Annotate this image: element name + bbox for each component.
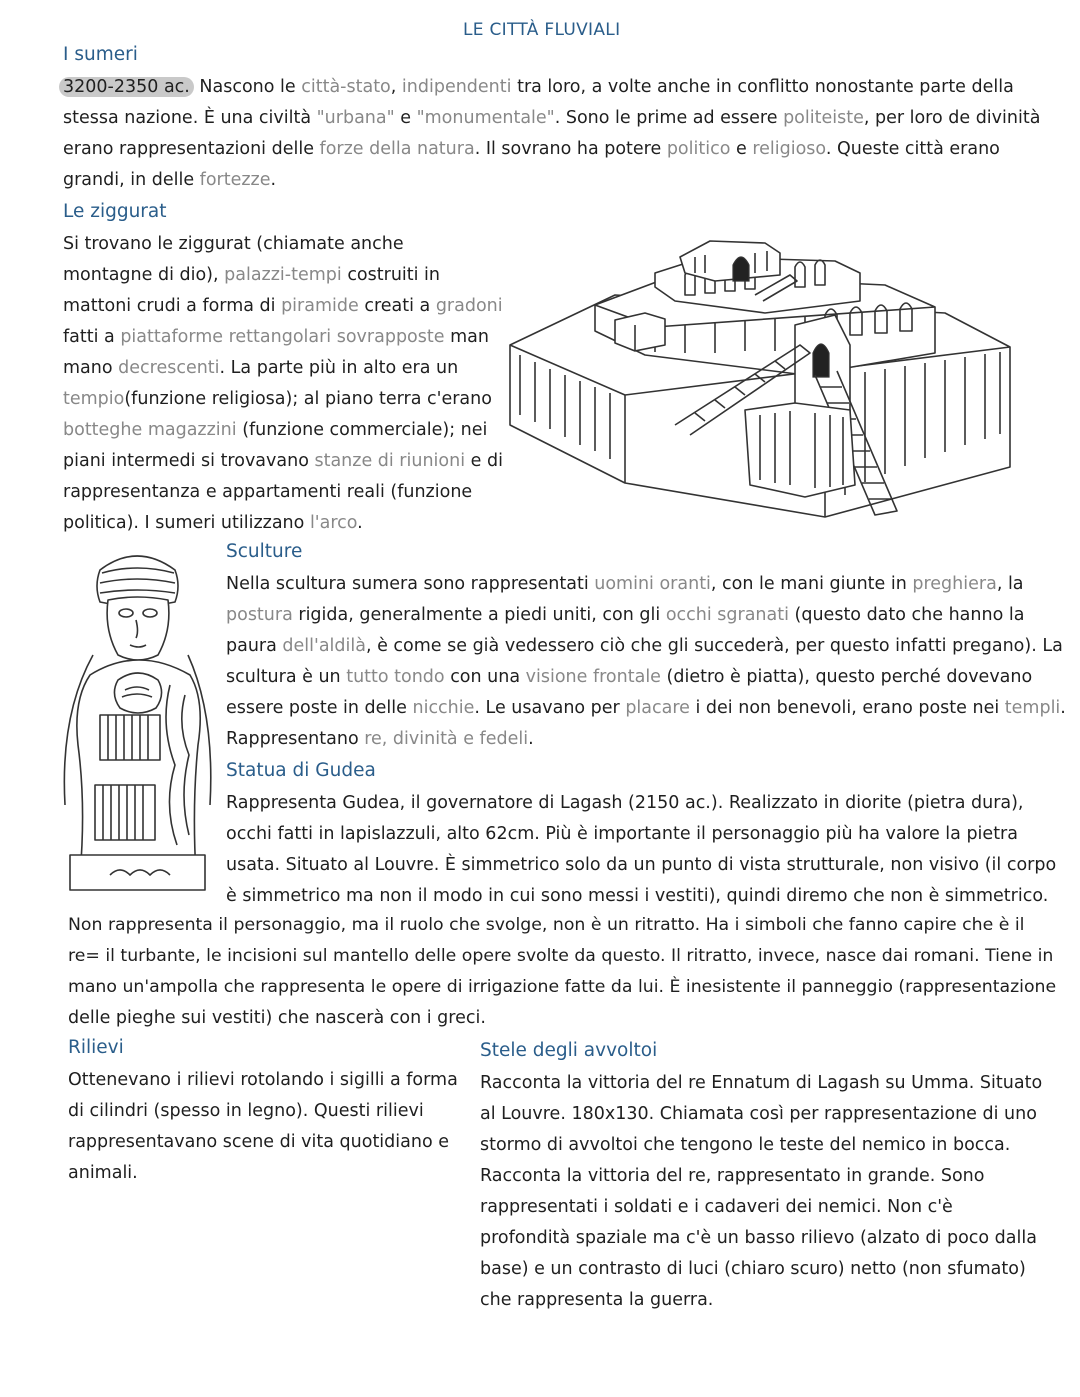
paragraph-line: essere poste in delle nicchie. Le usavano per placare i dei non benevoli, erano poste nei templi. — [226, 698, 1066, 718]
paragraph-line: stessa nazione. È una civiltà "urbana" e "monumentale". Sono le prime ad essere politeiste, per loro de divinità — [63, 108, 1041, 128]
date-highlight: 3200-2350 ac. — [59, 77, 194, 97]
section-heading-rilievi: Rilievi — [68, 1037, 124, 1058]
paragraph-line: al Louvre. 180x130. Chiamata così per rappresentazione di uno — [480, 1104, 1037, 1124]
paragraph-line: rappresentavano scene di vita quotidiano e — [68, 1132, 449, 1152]
paragraph-line: fatti a piattaforme rettangolari sovrapposte man — [63, 327, 489, 347]
paragraph-line: tempio(funzione religiosa); al piano terra c'erano — [63, 389, 492, 409]
section-heading-sculture: Sculture — [226, 541, 303, 562]
paragraph-line: Non rappresenta il personaggio, ma il ruolo che svolge, non è un ritratto. Ha i simboli che fanno capire che è il — [68, 915, 1025, 935]
paragraph-line: mano un'ampolla che rappresenta le opere di irrigazione fatte da lui. È inesistente il panneggio (rappresentazione — [68, 977, 1057, 997]
page-title: LE CITTÀ FLUVIALI — [463, 20, 621, 40]
paragraph-line: botteghe magazzini (funzione commerciale); nei — [63, 420, 488, 440]
paragraph-line: animali. — [68, 1163, 138, 1183]
gudea-statue-drawing-icon — [60, 545, 215, 900]
paragraph-line: che rappresenta la guerra. — [480, 1290, 714, 1310]
paragraph-line: montagne di dio), palazzi-tempi costruiti in — [63, 265, 441, 285]
paragraph-line: postura rigida, generalmente a piedi uniti, con gli occhi sgranati (questo dato che hanno la — [226, 605, 1025, 625]
paragraph-line: erano rappresentazioni delle forze della natura. Il sovrano ha potere politico e religioso. Queste città erano — [63, 139, 1000, 159]
ziggurat-drawing-icon — [505, 235, 1015, 525]
paragraph-line: piani intermedi si trovavano stanze di riunioni e di — [63, 451, 503, 471]
paragraph-line: Rappresenta Gudea, il governatore di Lagash (2150 ac.). Realizzato in diorite (pietra dura), — [226, 793, 1024, 813]
paragraph-line: mattoni crudi a forma di piramide creati a gradoni — [63, 296, 503, 316]
section-heading-sumeri: I sumeri — [63, 44, 138, 65]
paragraph-line: re= il turbante, le incisioni sul mantello delle opere svolte da questo. Il ritratto, invece, nasce dai romani. Tiene in — [68, 946, 1054, 966]
paragraph-line: grandi, in delle fortezze. — [63, 170, 277, 190]
paragraph-line: usata. Situato al Louvre. È simmetrico solo da un punto di vista strutturale, non visivo (il corpo — [226, 855, 1057, 875]
paragraph-line: Nella scultura sumera sono rappresentati uomini oranti, con le mani giunte in preghiera, la — [226, 574, 1024, 594]
paragraph-line: politica). I sumeri utilizzano l'arco. — [63, 513, 363, 533]
paragraph-line: è simmetrico ma non il modo in cui sono messi i vestiti), quindi diremo che non è simmetrico. — [226, 886, 1049, 906]
section-heading-gudea: Statua di Gudea — [226, 760, 376, 781]
paragraph-line: scultura è un tutto tondo con una visione frontale (dietro è piatta), questo perché dovevano — [226, 667, 1033, 687]
paragraph-line: di cilindri (spesso in legno). Questi rilievi — [68, 1101, 424, 1121]
paragraph-line: Si trovano le ziggurat (chiamate anche — [63, 234, 404, 254]
paragraph-line: paura dell'aldilà, è come se già vedessero ciò che gli succederà, per questo infatti pregano). La — [226, 636, 1063, 656]
paragraph-line: base) e un contrasto di luci (chiaro scuro) netto (non sfumato) — [480, 1259, 1026, 1279]
paragraph-line: delle pieghe sui vestiti) che nascerà con i greci. — [68, 1008, 486, 1028]
paragraph-line: stormo di avvoltoi che tengono le teste del nemico in bocca. — [480, 1135, 1011, 1155]
paragraph-line: mano decrescenti. La parte più in alto era un — [63, 358, 459, 378]
paragraph-line: 3200-2350 ac. Nascono le città-stato, indipendenti tra loro, a volte anche in conflitto nonostante parte della — [63, 72, 1014, 103]
paragraph-line: occhi fatti in lapislazzuli, alto 62cm. Più è importante il personaggio più ha valore la pietra — [226, 824, 1018, 844]
paragraph-line: Racconta la vittoria del re, rappresentato in grande. Sono — [480, 1166, 985, 1186]
section-heading-ziggurat: Le ziggurat — [63, 201, 167, 222]
paragraph-line: rappresentanza e appartamenti reali (funzione — [63, 482, 473, 502]
paragraph-line: Racconta la vittoria del re Ennatum di Lagash su Umma. Situato — [480, 1073, 1043, 1093]
paragraph-line: Rappresentano re, divinità e fedeli. — [226, 729, 534, 749]
paragraph-line: profondità spaziale ma c'è un basso rilievo (alzato di poco dalla — [480, 1228, 1037, 1248]
paragraph-line: rappresentati i soldati e i cadaveri dei nemici. Non c'è — [480, 1197, 953, 1217]
paragraph-line: Ottenevano i rilievi rotolando i sigilli a forma — [68, 1070, 458, 1090]
section-heading-stele: Stele degli avvoltoi — [480, 1040, 658, 1061]
